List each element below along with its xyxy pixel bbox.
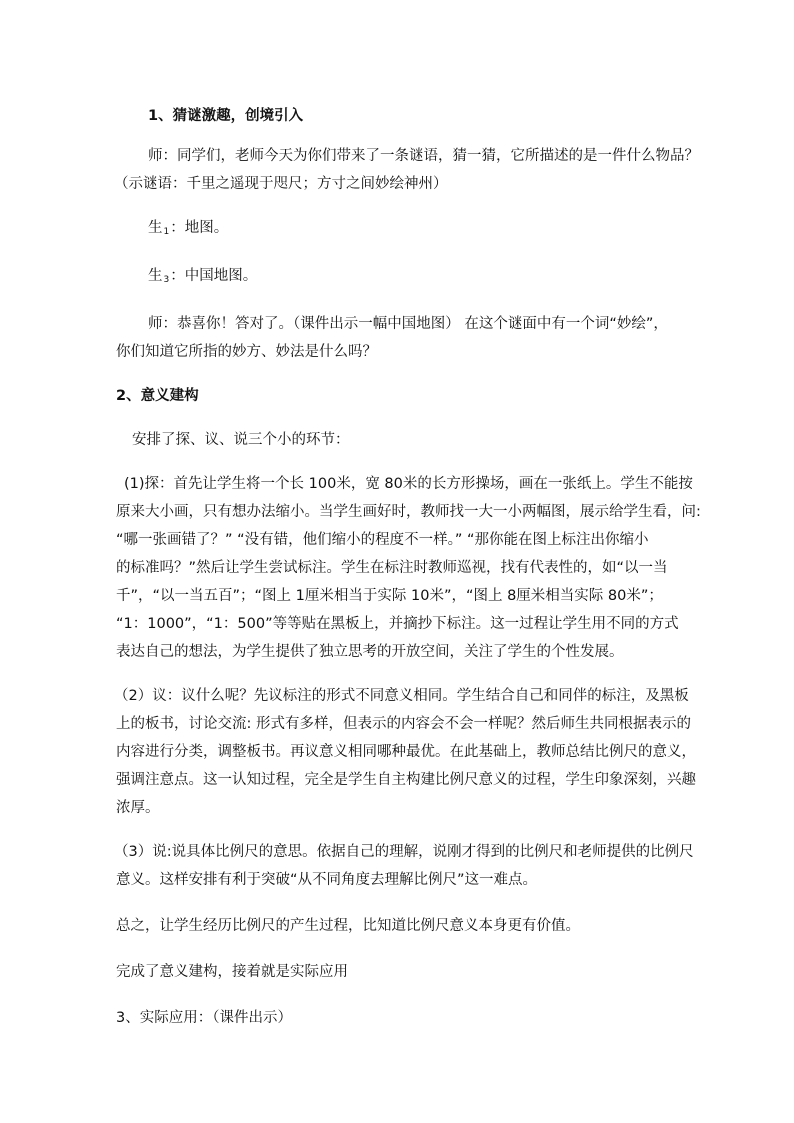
discuss-line: （2）议：议什么呢？先议标注的形式不同意义相同。学生结合自己和同伴的标注，及黑板 — [114, 688, 689, 704]
section-1-heading: 1、猜谜激趣，创境引入 — [148, 108, 304, 124]
student-3-text: ：中国地图。 — [170, 268, 258, 284]
teacher-question-line-1: 师：同学们，老师今天为你们带来了一条谜语，猜一猜，它所描述的是一件什么物品？ — [148, 148, 699, 164]
explore-line: 表达自己的想法，为学生提供了独立思考的开放空间，关注了学生的个性发展。 — [116, 644, 624, 660]
teacher-answer-paragraph — [116, 310, 694, 366]
transition-paragraph: 完成了意义建构，接着就是实际应用 — [116, 964, 348, 980]
student-3-prefix: 生 — [148, 268, 163, 284]
discuss-line: 内容进行分类，调整板书。再议意义相同哪种最优。在此基础上，教师总结比例尺的意义， — [116, 744, 696, 760]
discuss-line: 浓厚。 — [116, 800, 160, 816]
discuss-line: 强调注意点。这一认知过程，完全是学生自主构建比例尺意义的过程，学生印象深刻，兴趣 — [116, 772, 696, 788]
speak-line: （3）说:说具体比例尺的意思。依据自己的理解，说刚才得到的比例尺和老师提供的比例尺 — [114, 844, 694, 860]
student-3-subscript: 3 — [163, 275, 170, 285]
student-1-text: ：地图。 — [170, 220, 229, 236]
discuss-paragraph — [116, 682, 694, 822]
teacher-question-line-2: （示谜语：千里之遥现于咫尺；方寸之间妙绘神州） — [114, 176, 448, 192]
explore-line: “哪一张画错了？” “没有错，他们缩小的程度不一样。” “那你能在图上标注出你缩小 — [116, 532, 649, 548]
explore-line: (1)探：首先让学生将一个长 100米，宽 80米的长方形操场，画在一张纸上。学生不能按 — [124, 476, 693, 492]
teacher-answer-line-2: 你们知道它所指的妙方、妙法是什么吗？ — [116, 344, 377, 360]
teacher-question-paragraph — [114, 142, 699, 198]
explore-paragraph — [116, 470, 701, 666]
explore-line: 千”，“以一当五百”；“图上 1厘米相当于实际 10米”，“图上 8厘米相当实际 80米”； — [116, 588, 663, 604]
teacher-answer-line-1: 师：恭喜你！答对了。（课件出示一幅中国地图） 在这个谜面中有一个词“妙绘”， — [148, 316, 668, 332]
section-3-heading: 3、实际应用：（课件出示） — [116, 1010, 292, 1026]
explore-line: 的标准吗？”然后让学生尝试标注。学生在标注时教师巡视，找有代表性的，如“以一当 — [116, 560, 668, 576]
section-2-heading: 2、意义建构 — [116, 388, 199, 404]
explore-line: “1：1000”，“1：500”等等贴在黑板上，并摘抄下标注。这一过程让学生用不同的方式 — [116, 616, 679, 632]
discuss-line: 上的板书，讨论交流: 形式有多样，但表示的内容会不会一样呢？然后师生共同根据表示的 — [116, 716, 691, 732]
student-1-answer — [116, 214, 694, 246]
speak-paragraph — [116, 838, 694, 894]
explore-line: 原来大小画，只有想办法缩小。当学生画好时，教师找一大一小两幅图，展示给学生看，问: — [116, 504, 701, 520]
section-2-intro: 安排了探、议、说三个小的环节： — [132, 432, 350, 448]
speak-line: 意义。这样安排有利于突破“从不同角度去理解比例尺”这一难点。 — [116, 872, 538, 888]
student-1-subscript: 1 — [163, 227, 170, 237]
student-1-prefix: 生 — [148, 220, 163, 236]
summary-paragraph: 总之，让学生经历比例尺的产生过程，比知道比例尺意义本身更有价值。 — [116, 918, 580, 934]
student-3-answer — [116, 262, 694, 294]
